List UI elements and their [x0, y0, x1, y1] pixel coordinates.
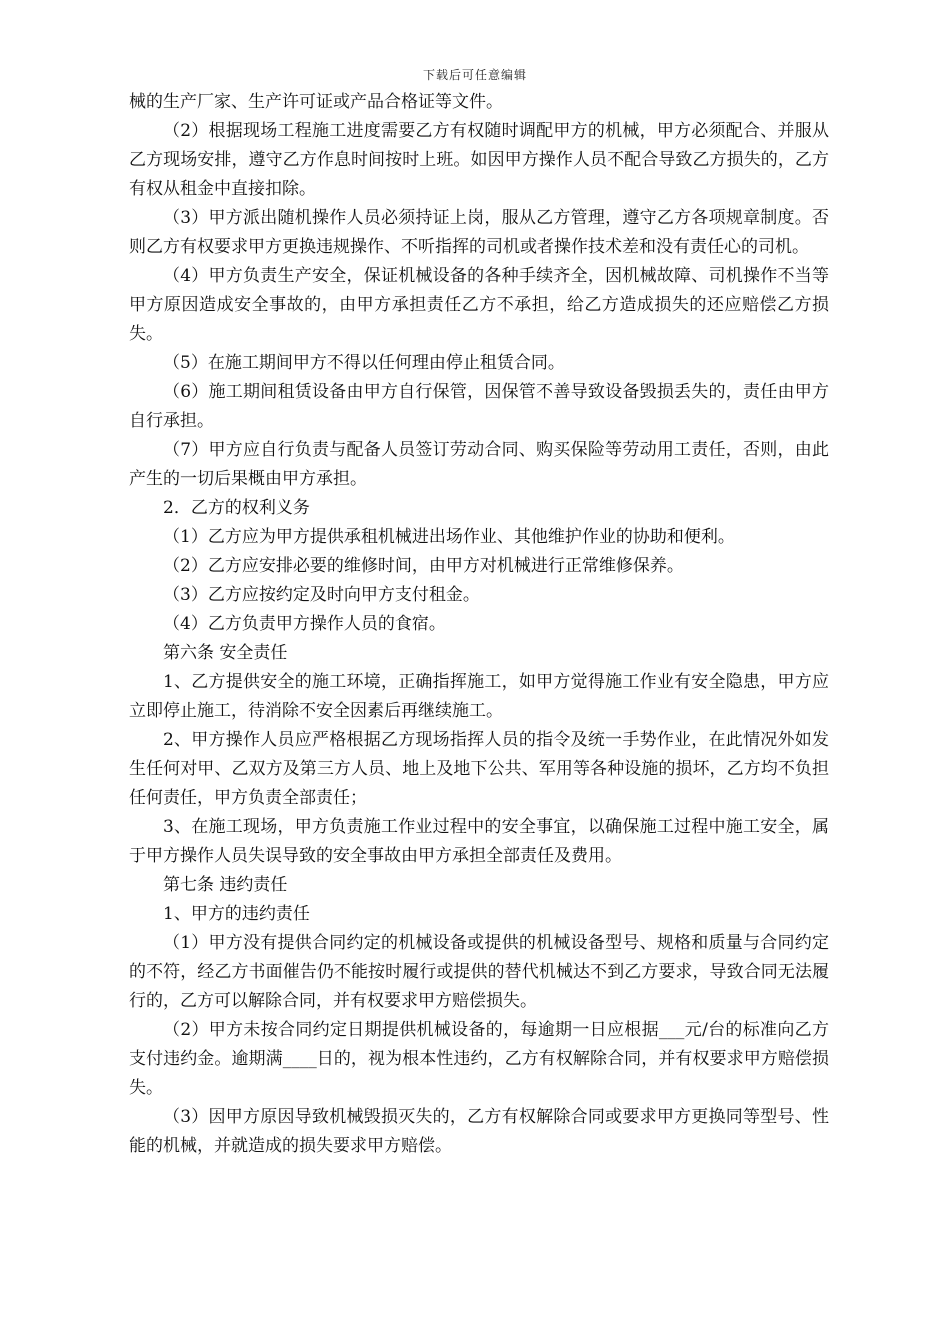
paragraph: （3）乙方应按约定及时向甲方支付租金。	[163, 585, 480, 605]
paragraph: （4）乙方负责甲方操作人员的食宿。	[163, 614, 446, 634]
section-heading: 1、甲方的违约责任	[163, 904, 310, 924]
paragraph: （1）乙方应为甲方提供承租机械进出场作业、其他维护作业的协助和便利。	[163, 527, 735, 547]
paragraph: （2）乙方应安排必要的维修时间，由甲方对机械进行正常维修保养。	[163, 556, 684, 576]
paragraph: （4）甲方负责生产安全，保证机械设备的各种手续齐全，因机械故障、司机操作不当等甲方原因造成安全事故的，由甲方承担责任乙方不承担，给乙方造成损失的还应赔偿乙方损失。	[129, 266, 829, 344]
paragraph: 3、在施工现场，甲方负责施工作业过程中的安全事宜，以确保施工过程中施工安全，属于甲方操作人员失误导致的安全事故由甲方承担全部责任及费用。	[129, 817, 829, 866]
paragraph: （1）甲方没有提供合同约定的机械设备或提供的机械设备型号、规格和质量与合同约定的不符，经乙方书面催告仍不能按时履行或提供的替代机械达不到乙方要求，导致合同无法履行的，乙方可以解除合同，并有权要求甲方赔偿损失。	[129, 933, 829, 1011]
page-header: 下载后可任意编辑	[422, 68, 527, 82]
article-heading: 第七条 违约责任	[163, 875, 288, 895]
paragraph: （7）甲方应自行负责与配备人员签订劳动合同、购买保险等劳动用工责任，否则，由此产生的一切后果概由甲方承担。	[129, 440, 829, 489]
paragraph: 2、甲方操作人员应严格根据乙方现场指挥人员的指令及统一手势作业，在此情况外如发生任何对甲、乙双方及第三方人员、地上及地下公共、军用等各种设施的损坏，乙方均不负担任何责任，甲方负责全部责任；	[129, 730, 829, 808]
section-heading: 2．乙方的权利义务	[163, 498, 310, 518]
article-heading: 第六条 安全责任	[163, 643, 288, 663]
paragraph: （2）甲方未按合同约定日期提供机械设备的，每逾期一日应根据___元/台的标准向乙方支付违约金。逾期满____日的，视为根本性违约，乙方有权解除合同，并有权要求甲方赔偿损失。	[129, 1020, 829, 1098]
paragraph: 1、乙方提供安全的施工环境，正确指挥施工，如甲方觉得施工作业有安全隐患，甲方应立即停止施工，待消除不安全因素后再继续施工。	[129, 672, 829, 721]
paragraph: （2）根据现场工程施工进度需要乙方有权随时调配甲方的机械，甲方必须配合、并服从乙方现场安排，遵守乙方作息时间按时上班。如因甲方操作人员不配合导致乙方损失的，乙方有权从租金中直接扣除。	[129, 121, 829, 199]
paragraph: （3）因甲方原因导致机械毁损灭失的，乙方有权解除合同或要求甲方更换同等型号、性能的机械，并就造成的损失要求甲方赔偿。	[129, 1107, 829, 1156]
paragraph: （5）在施工期间甲方不得以任何理由停止租赁合同。	[163, 353, 565, 373]
paragraph: （6）施工期间租赁设备由甲方自行保管，因保管不善导致设备毁损丢失的，责任由甲方自行承担。	[129, 382, 829, 431]
paragraph: （3）甲方派出随机操作人员必须持证上岗，服从乙方管理，遵守乙方各项规章制度。否则乙方有权要求甲方更换违规操作、不听指挥的司机或者操作技术差和没有责任心的司机。	[129, 208, 829, 257]
document-body	[129, 88, 829, 1161]
paragraph: 械的生产厂家、生产许可证或产品合格证等文件。	[129, 92, 503, 112]
